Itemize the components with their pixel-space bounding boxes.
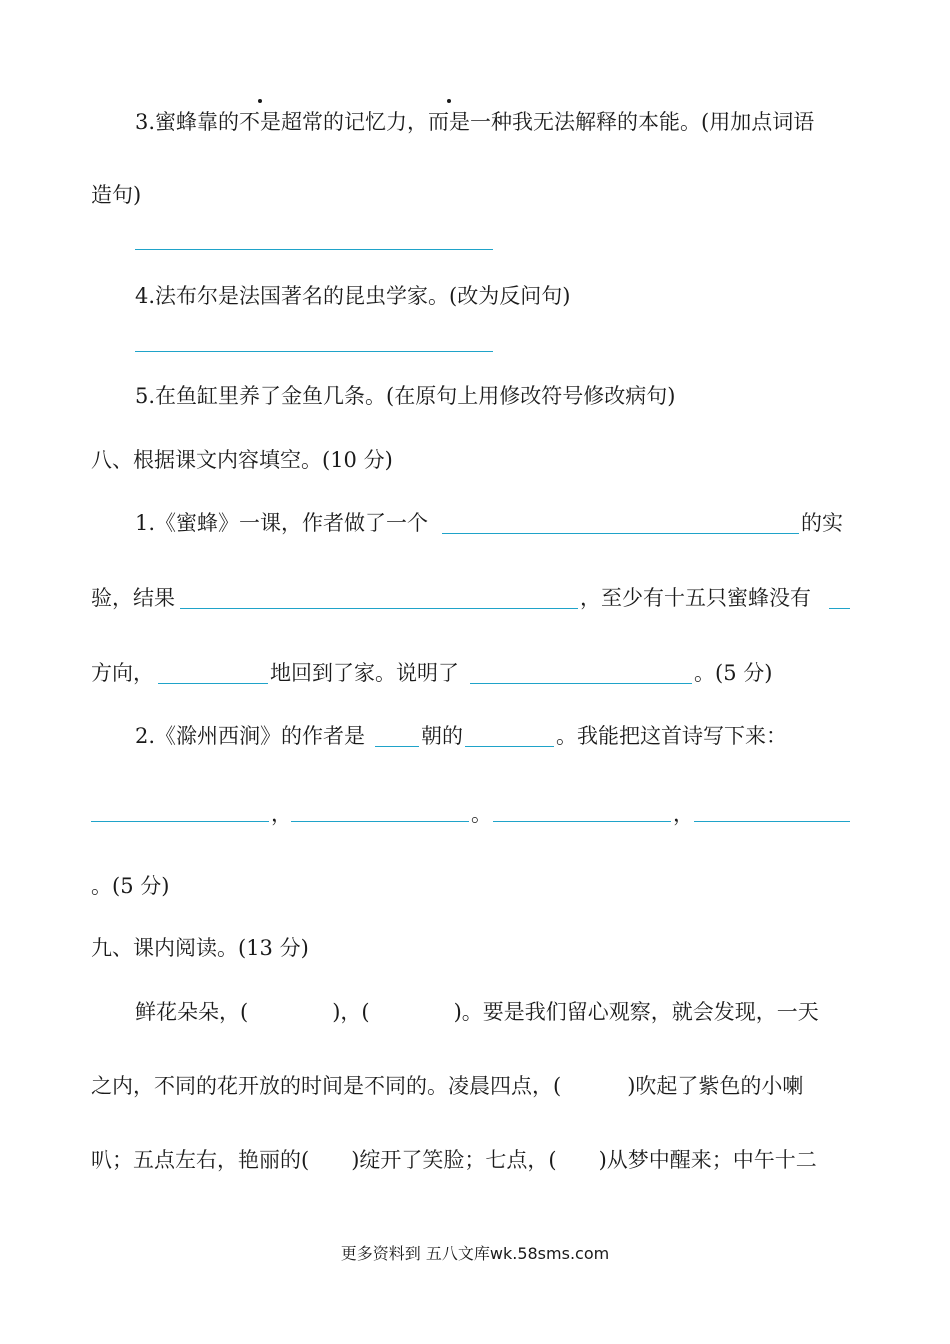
item-3-text-middle: 超常的记忆力，: [281, 110, 429, 134]
poem-line-4-blank[interactable]: [694, 821, 850, 822]
conclusion-blank[interactable]: [470, 683, 692, 684]
item-3-text-start: 3.蜜蜂靠的: [135, 110, 240, 134]
item-4-answer-blank[interactable]: [135, 351, 493, 352]
reading-text: )从梦中醒来；中午十二: [598, 1148, 817, 1172]
reading-text: )绽开了笑脸；七点，(: [351, 1148, 557, 1172]
question-7-item-4: 4.法布尔是法国著名的昆虫学家。(改为反问句): [135, 284, 571, 308]
footer-source-link[interactable]: 更多资料到 五八文库wk.58sms.com: [340, 1244, 610, 1263]
section-8-item-1-start: 1.《蜜蜂》一课，作者做了一个: [135, 511, 429, 535]
direction-blank[interactable]: [829, 608, 850, 609]
poem-period: 。: [471, 802, 492, 826]
section-8-item-1-score: 。(5 分): [694, 661, 773, 685]
reading-text: 叭；五点左右，艳丽的(: [91, 1148, 310, 1172]
question-7-item-3: [135, 108, 814, 136]
section-8-heading: 八、根据课文内容填空。(10 分): [91, 448, 393, 472]
result-blank[interactable]: [180, 608, 578, 609]
section-8-item-1-result-label: 验，结果: [91, 586, 175, 610]
author-blank[interactable]: [465, 746, 554, 747]
poem-line-2-blank[interactable]: [291, 821, 469, 822]
reading-text: 鲜花朵朵，(: [135, 1000, 249, 1024]
section-9-heading: 九、课内阅读。(13 分): [91, 936, 309, 960]
section-8-item-2-score: 。(5 分): [91, 874, 170, 898]
poem-line-1-blank[interactable]: [91, 821, 269, 822]
reading-text: )吹起了紫色的小喇: [627, 1074, 804, 1098]
item-3-text-end: 一种我无法解释的本能。(用加点词语: [470, 110, 815, 134]
section-8-item-1-direction: 方向，: [91, 661, 154, 685]
section-8-item-1-suffix: 的实: [801, 511, 843, 535]
item-3-wrap-text: 造句): [91, 183, 142, 207]
poem-line-3-blank[interactable]: [493, 821, 671, 822]
experiment-blank[interactable]: [442, 533, 799, 534]
poem-comma-1: ，: [271, 802, 292, 826]
reading-text: )，(: [332, 1000, 370, 1024]
dotted-word-1: 不是: [239, 110, 282, 134]
manner-blank[interactable]: [158, 683, 268, 684]
dotted-word-2: 而是: [428, 110, 471, 134]
reading-text: 之内，不同的花开放的时间是不同的。凌晨四点，(: [91, 1074, 562, 1098]
section-8-item-2-dynasty: 朝的: [421, 724, 463, 748]
question-7-item-5: 5.在鱼缸里养了金鱼几条。(在原句上用修改符号修改病句): [135, 384, 676, 408]
section-8-item-1-middle: ，至少有十五只蜜蜂没有: [580, 586, 811, 610]
section-8-item-1-explain: 地回到了家。说明了: [270, 661, 459, 685]
reading-paragraph-line-1: [135, 998, 819, 1026]
section-8-item-2-start: 2.《滁州西涧》的作者是: [135, 724, 366, 748]
reading-paragraph-line-2: [91, 1072, 803, 1100]
reading-text: )。要是我们留心观察，就会发现，一天: [453, 1000, 819, 1024]
poem-comma-2: ，: [673, 802, 694, 826]
item-3-answer-blank[interactable]: [135, 249, 493, 250]
section-8-item-2-prompt: 。我能把这首诗写下来：: [556, 724, 787, 748]
dynasty-blank[interactable]: [375, 746, 419, 747]
reading-paragraph-line-3: [91, 1146, 817, 1174]
